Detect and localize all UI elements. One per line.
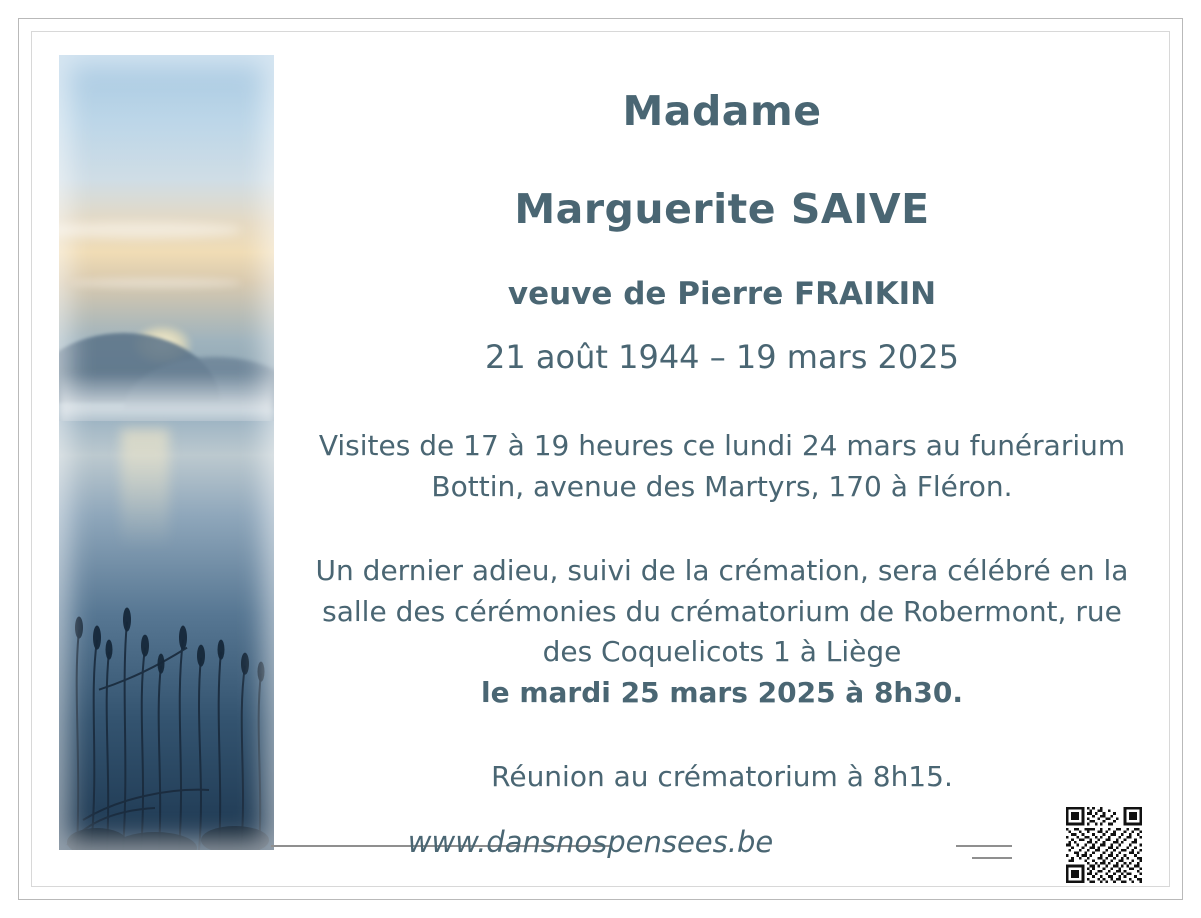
qr-code[interactable] — [1066, 807, 1142, 883]
deceased-name: Marguerite SAIVE — [514, 185, 930, 233]
photo-vignette — [59, 55, 274, 850]
salutation: Madame — [622, 87, 822, 135]
reunion-line: Réunion au crématorium à 8h15. — [491, 759, 953, 793]
notice-content — [287, 59, 1157, 793]
spouse-line: veuve de Pierre FRAIKIN — [507, 276, 937, 312]
life-dates: 21 août 1944 – 19 mars 2025 — [485, 338, 959, 376]
website-link[interactable]: www.dansnospensees.be — [407, 825, 774, 859]
footer — [59, 819, 1142, 871]
memorial-card — [18, 18, 1183, 900]
ceremony-text: Un dernier adieu, suivi de la crémation, sera célébré en la salle des cérémonies du crématorium de Robermont, rue des Coquelicots 1 à Liège — [315, 554, 1129, 669]
ceremony-paragraph — [287, 551, 1157, 713]
ceremony-time: le mardi 25 mars 2025 à 8h30. — [481, 675, 963, 709]
lake-sunrise-photo — [59, 55, 274, 850]
visits-paragraph: Visites de 17 à 19 heures ce lundi 24 mars au funérarium Bottin, avenue des Martyrs, 170 à Fléron. — [318, 429, 1126, 503]
